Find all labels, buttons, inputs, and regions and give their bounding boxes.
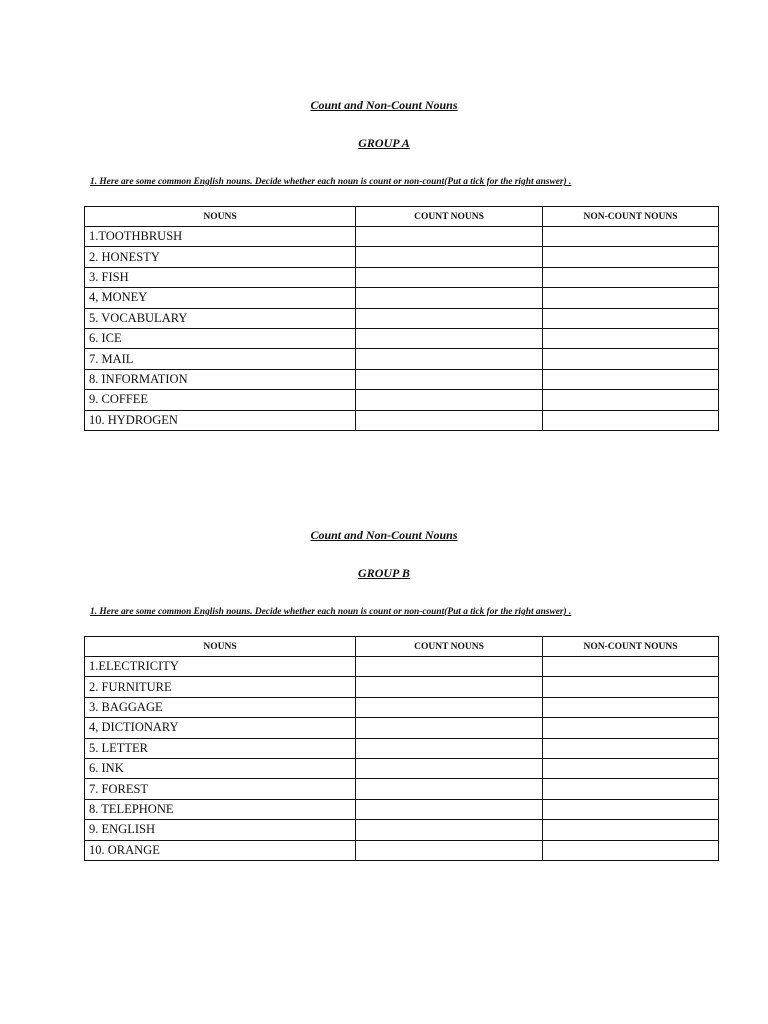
non-count-answer-cell[interactable] <box>543 247 719 267</box>
table-row <box>85 718 719 738</box>
noun-cell: 10. ORANGE <box>85 840 356 860</box>
instruction-text: 1. Here are some common English nouns. Decide whether each noun is count or non-count(Put a tick for the right answer) . <box>90 177 572 187</box>
non-count-answer-cell[interactable] <box>543 840 719 860</box>
table-row <box>85 820 719 840</box>
noun-cell: 2. HONESTY <box>85 247 356 267</box>
non-count-answer-cell[interactable] <box>543 820 719 840</box>
non-count-answer-cell[interactable] <box>543 657 719 677</box>
count-answer-cell[interactable] <box>356 288 543 308</box>
count-answer-cell[interactable] <box>356 657 543 677</box>
non-count-answer-cell[interactable] <box>543 369 719 389</box>
non-count-answer-cell[interactable] <box>543 349 719 369</box>
noun-table <box>84 636 719 861</box>
table-row <box>85 267 719 287</box>
noun-cell: 2. FURNITURE <box>85 677 356 697</box>
noun-cell: 4, DICTIONARY <box>85 718 356 738</box>
count-answer-cell[interactable] <box>356 267 543 287</box>
table-row <box>85 779 719 799</box>
worksheet-title: Count and Non-Count Nouns <box>310 528 458 542</box>
table-row <box>85 738 719 758</box>
non-count-answer-cell[interactable] <box>543 738 719 758</box>
noun-cell: 9. COFFEE <box>85 390 356 410</box>
count-answer-cell[interactable] <box>356 677 543 697</box>
count-answer-cell[interactable] <box>356 697 543 717</box>
table-row <box>85 227 719 247</box>
non-count-answer-cell[interactable] <box>543 758 719 778</box>
count-answer-cell[interactable] <box>356 369 543 389</box>
noun-cell: 3. FISH <box>85 267 356 287</box>
noun-cell: 3. BAGGAGE <box>85 697 356 717</box>
non-count-answer-cell[interactable] <box>543 799 719 819</box>
group-heading: GROUP A <box>358 136 410 150</box>
table-row <box>85 697 719 717</box>
noun-cell: 4, MONEY <box>85 288 356 308</box>
count-answer-cell[interactable] <box>356 247 543 267</box>
non-count-answer-cell[interactable] <box>543 697 719 717</box>
non-count-nouns-column-header: NON-COUNT NOUNS <box>543 637 719 657</box>
count-answer-cell[interactable] <box>356 718 543 738</box>
noun-cell: 7. MAIL <box>85 349 356 369</box>
count-answer-cell[interactable] <box>356 820 543 840</box>
non-count-answer-cell[interactable] <box>543 308 719 328</box>
non-count-answer-cell[interactable] <box>543 718 719 738</box>
nouns-column-header: NOUNS <box>85 637 356 657</box>
noun-cell: 9. ENGLISH <box>85 820 356 840</box>
table-row <box>85 247 719 267</box>
non-count-answer-cell[interactable] <box>543 267 719 287</box>
non-count-answer-cell[interactable] <box>543 288 719 308</box>
nouns-column-header: NOUNS <box>85 207 356 227</box>
noun-cell: 6. ICE <box>85 328 356 348</box>
count-answer-cell[interactable] <box>356 840 543 860</box>
non-count-answer-cell[interactable] <box>543 227 719 247</box>
table-row <box>85 369 719 389</box>
non-count-answer-cell[interactable] <box>543 390 719 410</box>
count-nouns-column-header: COUNT NOUNS <box>356 207 543 227</box>
non-count-answer-cell[interactable] <box>543 677 719 697</box>
table-row <box>85 799 719 819</box>
table-row <box>85 390 719 410</box>
count-answer-cell[interactable] <box>356 328 543 348</box>
table-row <box>85 288 719 308</box>
instruction-text: 1. Here are some common English nouns. Decide whether each noun is count or non-count(Put a tick for the right answer) . <box>90 607 572 617</box>
table-row <box>85 657 719 677</box>
table-header-row <box>85 207 719 227</box>
count-answer-cell[interactable] <box>356 799 543 819</box>
noun-table <box>84 206 719 431</box>
count-answer-cell[interactable] <box>356 308 543 328</box>
noun-cell: 10. HYDROGEN <box>85 410 356 430</box>
count-answer-cell[interactable] <box>356 779 543 799</box>
table-row <box>85 328 719 348</box>
count-answer-cell[interactable] <box>356 738 543 758</box>
noun-cell: 1.TOOTHBRUSH <box>85 227 356 247</box>
noun-cell: 8. INFORMATION <box>85 369 356 389</box>
count-answer-cell[interactable] <box>356 410 543 430</box>
table-row <box>85 840 719 860</box>
noun-cell: 8. TELEPHONE <box>85 799 356 819</box>
count-answer-cell[interactable] <box>356 227 543 247</box>
non-count-nouns-column-header: NON-COUNT NOUNS <box>543 207 719 227</box>
count-nouns-column-header: COUNT NOUNS <box>356 637 543 657</box>
non-count-answer-cell[interactable] <box>543 328 719 348</box>
table-header-row <box>85 637 719 657</box>
count-answer-cell[interactable] <box>356 758 543 778</box>
table-row <box>85 410 719 430</box>
worksheet-title: Count and Non-Count Nouns <box>310 98 458 112</box>
group-heading: GROUP B <box>358 566 410 580</box>
table-row <box>85 308 719 328</box>
noun-cell: 5. VOCABULARY <box>85 308 356 328</box>
non-count-answer-cell[interactable] <box>543 779 719 799</box>
noun-cell: 6. INK <box>85 758 356 778</box>
noun-cell: 7. FOREST <box>85 779 356 799</box>
count-answer-cell[interactable] <box>356 390 543 410</box>
table-row <box>85 758 719 778</box>
noun-cell: 1.ELECTRICITY <box>85 657 356 677</box>
table-row <box>85 349 719 369</box>
table-row <box>85 677 719 697</box>
non-count-answer-cell[interactable] <box>543 410 719 430</box>
noun-cell: 5. LETTER <box>85 738 356 758</box>
count-answer-cell[interactable] <box>356 349 543 369</box>
